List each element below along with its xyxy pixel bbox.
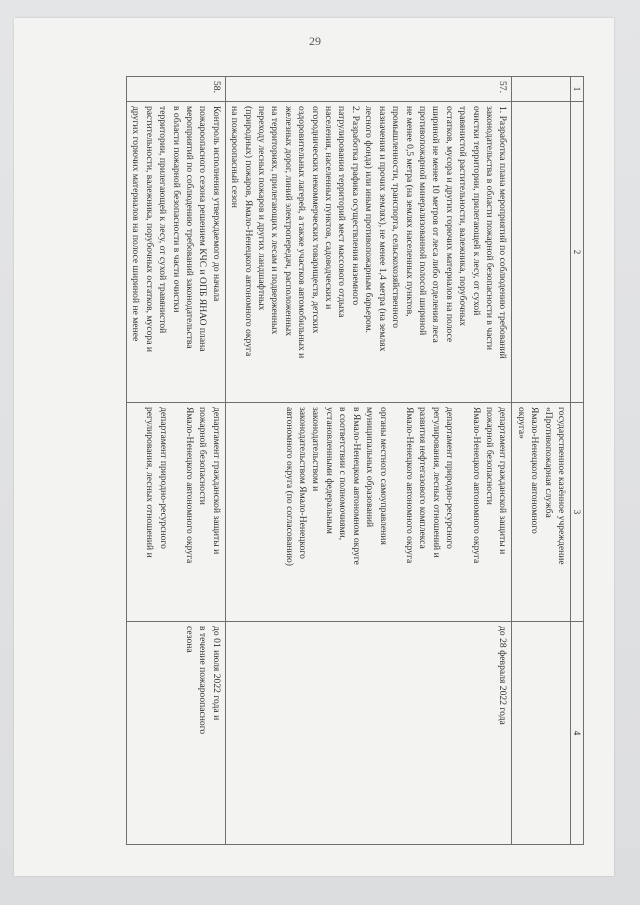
measure-line: законодательства в области пожарной безопасности в части — [483, 106, 495, 350]
responsible-line: установленными федеральным — [323, 407, 335, 534]
document-page — [14, 18, 614, 876]
cont-responsible-cell — [512, 403, 571, 622]
measure-line: назначения и прочих землях), не менее 1,4 метра (на землях — [376, 106, 388, 352]
header-col-4: 4 — [571, 622, 584, 845]
spacer — [456, 407, 469, 617]
responsible-line: регулирования, лесных отношений и — [144, 407, 156, 558]
table-row-57 — [225, 77, 512, 845]
responsible-line: департамент природно-ресурсного — [444, 407, 456, 549]
measure-line: 1. Разработка плана мероприятий по соблюдению требований — [497, 106, 509, 359]
measure-line: территории, прилегающей к лесу, от сухой травянистой — [157, 106, 169, 334]
responsible-line: пожарной безопасности — [483, 407, 495, 505]
deadline-cell — [225, 622, 512, 845]
row-number: 57. — [225, 77, 512, 102]
responsible-line: законодательством и — [310, 407, 322, 492]
measure-line: в области пожарной безопасности в части очистки — [170, 106, 182, 313]
responsible-line: департамент гражданской защиты и — [210, 407, 222, 555]
cont-responsible-line: Ямало-Ненецкого автономного — [529, 407, 541, 534]
measure-line: промышленности, транспорта, сельскохозяйственного — [390, 106, 402, 328]
measure-line: растительности, валежника, порубочных остатков, мусора и — [143, 106, 155, 352]
measure-cell — [225, 102, 512, 403]
responsible-line: в Ямало-Ненецком автономном округе — [350, 407, 362, 565]
responsible-cell — [127, 403, 226, 622]
header-col-2: 2 — [571, 102, 584, 403]
header-col-1: 1 — [571, 77, 584, 102]
measure-line: (природных) пожаров, Ямало-Ненецкого автономного округа — [242, 106, 254, 357]
deadline-line: до 01 июля 2022 года и — [210, 626, 222, 721]
responsible-line: развития нефтегазового комплекса — [417, 407, 429, 549]
header-col-3: 3 — [571, 403, 584, 622]
measure-line: других горючих материалов на полосе шириной не менее — [130, 106, 142, 342]
responsible-line: автономного округа (по согласованию) — [283, 407, 295, 566]
measure-line: травянистой растительности, валежника, порубочных — [457, 106, 469, 327]
measure-line: очистки территории, прилегающей к лесу, от сухой — [470, 106, 482, 316]
measure-line: патрулирования территорий мест массового отдыха — [336, 106, 348, 318]
measure-line: лесного фонда) или иным противопожарным барьером. — [363, 106, 375, 333]
measure-line: населения, населенных пунктов, садоводческих и — [323, 106, 335, 310]
responsible-line: департамент гражданской защиты и — [497, 407, 509, 555]
cont-num-cell — [512, 77, 571, 102]
measure-line: на территориях, прилегающих к лесам и подверженных — [269, 106, 281, 335]
measure-line: переходу лесных пожаров и других ландшафтных — [256, 106, 268, 311]
spacer — [390, 407, 403, 617]
measure-line: оздоровительных лагерей, а также участков автомобильных и — [296, 106, 308, 359]
cont-deadline-cell — [512, 622, 571, 845]
deadline-cell — [127, 622, 226, 845]
cont-measure-cell — [512, 102, 571, 403]
responsible-line: Ямало-Ненецкого автономного округа — [403, 407, 415, 564]
measure-line: остатков, мусора и других горючих материалов на полосе — [443, 106, 455, 343]
measure-line: Контроль исполнения утверждаемого до начала — [210, 106, 222, 302]
measure-line: пожароопасного сезона решением КЧС и ОПБ ЯНАО плана — [197, 106, 209, 352]
rotated-content — [14, 18, 614, 876]
table-row-58 — [127, 77, 226, 845]
responsible-line: Ямало-Ненецкого автономного округа — [184, 407, 196, 564]
responsible-line: в соответствии с полномочиями, — [337, 407, 349, 541]
responsible-line: департамент природно-ресурсного — [157, 407, 169, 549]
cont-responsible-line: государственное казённое учреждение — [556, 407, 567, 565]
measure-line: огороднических некоммерческих товариществ, детских — [309, 106, 321, 334]
responsible-line: законодательством Ямало-Ненецкого — [297, 407, 309, 559]
continuation-row — [512, 77, 571, 845]
measure-line: противопожарной минерализованной полосой шириной — [416, 106, 428, 336]
measure-line: не менее 0,5 метра (на землях населенных пунктов, — [403, 106, 415, 317]
responsible-line: Ямало-Ненецкого автономного округа — [470, 407, 482, 564]
cont-responsible-line: округа» — [515, 407, 527, 439]
deadline-line: в течение пожароопасного — [197, 626, 209, 735]
row-number: 58. — [127, 77, 226, 102]
responsible-line: пожарной безопасности — [197, 407, 209, 505]
page-number: 29 — [309, 34, 321, 48]
responsible-cell — [225, 403, 512, 622]
measure-cell — [127, 102, 226, 403]
deadline-line: сезона — [184, 626, 196, 653]
header-row — [571, 77, 584, 845]
responsible-line: органы местного самоуправления — [377, 407, 389, 545]
deadline-line: до 28 февраля 2022 года — [497, 626, 509, 725]
spacer — [170, 407, 183, 617]
measure-line: шириной не менее 10 метров от леса либо отделения леса — [430, 106, 442, 343]
responsible-line: регулирования, лесных отношений и — [430, 407, 442, 558]
measure-line: на пожароопасный сезон — [229, 106, 241, 208]
measure-line: железных дорог, линий электропередач, расположенных — [282, 106, 294, 336]
measure-line: мероприятий по соблюдению требований законодательства — [184, 106, 196, 349]
measure-line: 2. Разработка графика осуществления наземного — [349, 106, 361, 306]
cont-responsible-line: «Противопожарная служба — [542, 407, 554, 518]
responsible-line: муниципальных образований — [364, 407, 376, 528]
measures-table — [126, 76, 584, 845]
